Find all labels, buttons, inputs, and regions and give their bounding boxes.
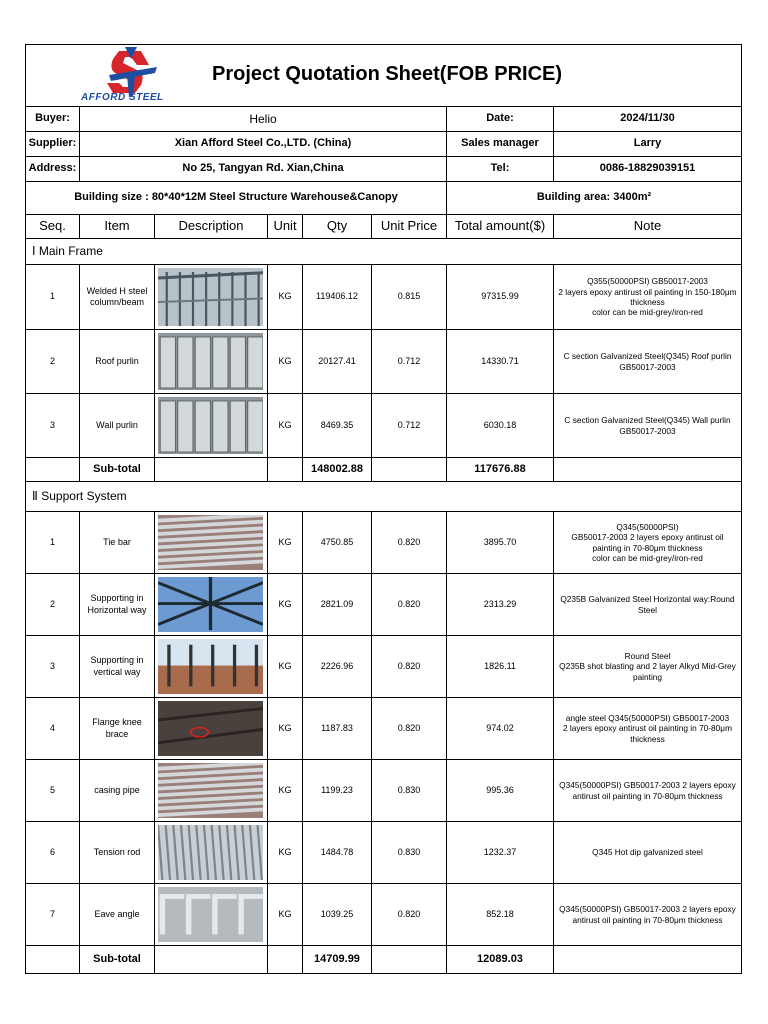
table-row: [26, 265, 741, 330]
cell-price: [371, 884, 446, 945]
row-item: casing pipe: [94, 784, 140, 795]
row-note: Q235B Galvanized Steel Horizontal way:Round Steel: [560, 594, 735, 615]
row-price: 0.830: [397, 784, 421, 795]
cell-note: [553, 884, 741, 945]
col-unit-price: Unit Price: [371, 215, 446, 238]
row-unit: KG: [278, 419, 292, 430]
row-seq: 1: [49, 536, 55, 547]
col-description: Description: [154, 215, 267, 238]
table-row: [26, 636, 741, 698]
row-total: 97315.99: [481, 291, 519, 302]
cell-price: [371, 265, 446, 329]
subtotal-unit-blank: [267, 458, 302, 481]
cell-item: [79, 636, 154, 697]
row-qty: 1187.83: [321, 722, 353, 733]
cell-note: [553, 394, 741, 457]
row-unit: KG: [278, 355, 292, 366]
pipe-bundle-photo: [158, 515, 263, 570]
row-item: Tie bar: [103, 536, 131, 547]
row-total: 3895.70: [483, 536, 517, 547]
cell-seq: [26, 330, 79, 393]
description-photo-cell: [154, 822, 267, 883]
address-row: [26, 157, 741, 182]
description-photo-cell: [154, 394, 267, 457]
description-photo-cell: [154, 512, 267, 573]
section-title: Ⅰ Main Frame: [32, 244, 103, 258]
row-price: 0.820: [397, 598, 421, 609]
row-price: 0.820: [397, 536, 421, 547]
cell-total: [446, 698, 553, 759]
date-label: Date:: [446, 107, 553, 131]
cell-qty: [302, 512, 371, 573]
row-qty: 2226.96: [320, 660, 354, 671]
col-note: Note: [553, 215, 741, 238]
cell-price: [371, 330, 446, 393]
row-note: Q355(50000PSI) GB50017-2003 2 layers epoxy antirust oil painting in 150-180μm thickness color can be mid-grey/iron-red: [558, 276, 737, 318]
row-note: Q345(50000PSI) GB50017-2003 2 layers epoxy antirust oil painting in 70-80μm thickness: [559, 904, 736, 925]
cell-seq: [26, 512, 79, 573]
brand-name: AFFORD STEEL: [81, 92, 164, 103]
row-note: Round Steel Q235B shot blasting and 2 layer Alkyd Mid-Grey painting: [559, 650, 736, 682]
supplier-row: [26, 132, 741, 157]
col-unit: Unit: [267, 215, 302, 238]
row-total: 1826.11: [484, 660, 516, 671]
sales-manager-label: Sales manager: [446, 132, 553, 156]
table-row: [26, 698, 741, 760]
row-total: 995.36: [486, 784, 514, 795]
subtotal-label: Sub-total: [79, 458, 154, 481]
cell-unit: [267, 884, 302, 945]
knee-brace-photo: [158, 701, 263, 756]
support-subtotal-row: [26, 946, 741, 974]
row-item: Eave angle: [94, 908, 140, 919]
cell-seq: [26, 760, 79, 821]
cell-seq: [26, 574, 79, 635]
cell-seq: [26, 636, 79, 697]
row-total: 6030.18: [483, 419, 517, 430]
row-seq: 4: [49, 722, 55, 733]
section-support-system: [26, 482, 741, 512]
cell-unit: [267, 265, 302, 329]
row-qty: 4750.85: [320, 536, 354, 547]
row-item: Tension rod: [93, 846, 141, 857]
col-total-amount: Total amount($): [446, 215, 553, 238]
cell-qty: [302, 330, 371, 393]
row-seq: 7: [49, 908, 55, 919]
cell-note: [553, 330, 741, 393]
section-title: Ⅱ Support System: [32, 489, 127, 503]
tel-label: Tel:: [446, 157, 553, 181]
steel-frame-photo: [158, 268, 263, 326]
row-unit: KG: [278, 598, 292, 609]
cell-unit: [267, 330, 302, 393]
description-photo-cell: [154, 698, 267, 759]
c-purlin-photo: [158, 333, 263, 390]
cell-price: [371, 698, 446, 759]
cell-qty: [302, 822, 371, 883]
row-unit: KG: [278, 291, 292, 302]
cell-qty: [302, 636, 371, 697]
row-unit: KG: [278, 536, 292, 547]
row-seq: 3: [49, 419, 55, 430]
buyer-value: Helio: [79, 107, 446, 131]
row-price: 0.815: [397, 291, 421, 302]
cell-total: [446, 884, 553, 945]
cell-price: [371, 636, 446, 697]
row-total: 2313.29: [483, 598, 517, 609]
column-header-row: [26, 215, 741, 239]
cell-unit: [267, 698, 302, 759]
subtotal-unit-blank: [267, 946, 302, 974]
row-seq: 2: [49, 355, 55, 366]
row-note: C section Galvanized Steel(Q345) Roof purlin GB50017-2003: [563, 351, 732, 372]
cell-unit: [267, 760, 302, 821]
cell-item: [79, 574, 154, 635]
cell-price: [371, 512, 446, 573]
cell-price: [371, 394, 446, 457]
row-seq: 1: [49, 291, 55, 302]
row-price: 0.820: [397, 908, 421, 919]
section-main-frame: [26, 239, 741, 265]
row-note: Q345(50000PSI) GB50017-2003 2 layers epoxy antirust oil painting in 70-80μm thickness: [559, 780, 736, 801]
cell-item: [79, 698, 154, 759]
col-item: Item: [79, 215, 154, 238]
building-row: [26, 182, 741, 215]
row-qty: 1484.78: [320, 846, 354, 857]
row-total: 852.18: [486, 908, 514, 919]
cell-price: [371, 760, 446, 821]
subtotal-note-blank: [553, 946, 741, 974]
buyer-label: Buyer:: [35, 112, 70, 125]
row-seq: 3: [49, 660, 55, 671]
description-photo-cell: [154, 574, 267, 635]
row-note: Q345(50000PSI) GB50017-2003 2 layers epoxy antirust oil painting in 70-80μm thickness color can be mid-grey/iron-red: [571, 521, 724, 563]
subtotal-total: 117676.88: [446, 458, 553, 481]
row-unit: KG: [278, 722, 292, 733]
supplier-label: Supplier:: [28, 137, 77, 150]
row-seq: 6: [49, 846, 55, 857]
cell-total: [446, 265, 553, 329]
row-price: 0.712: [397, 419, 421, 430]
cell-price: [371, 822, 446, 883]
supplier-value: Xian Afford Steel Co.,LTD. (China): [79, 132, 446, 156]
row-note: angle steel Q345(50000PSI) GB50017-2003 2 layers epoxy antirust oil painting in 70-80μm thickness: [563, 712, 732, 744]
cell-price: [371, 574, 446, 635]
cell-qty: [302, 574, 371, 635]
row-seq: 5: [49, 784, 55, 795]
subtotal-note-blank: [553, 458, 741, 481]
cell-total: [446, 822, 553, 883]
description-photo-cell: [154, 265, 267, 329]
row-total: 14330.71: [481, 355, 519, 366]
row-item: Roof purlin: [95, 355, 139, 366]
row-seq: 2: [49, 598, 55, 609]
page-title: Project Quotation Sheet(FOB PRICE): [212, 63, 563, 85]
building-area: Building area: 3400m²: [446, 182, 741, 214]
address-value: No 25, Tangyan Rd. Xian,China: [79, 157, 446, 181]
row-total: 1232.37: [483, 846, 517, 857]
description-photo-cell: [154, 884, 267, 945]
table-row: [26, 574, 741, 636]
table-row: [26, 822, 741, 884]
table-row: [26, 330, 741, 394]
cell-unit: [267, 574, 302, 635]
cell-seq: [26, 394, 79, 457]
row-qty: 1039.25: [320, 908, 354, 919]
col-qty: Qty: [302, 215, 371, 238]
row-qty: 8469.35: [320, 419, 354, 430]
row-item: Flange knee brace: [92, 717, 142, 739]
buyer-row: [26, 107, 741, 132]
cell-unit: [267, 636, 302, 697]
subtotal-qty: 14709.99: [302, 946, 371, 974]
tel-value: 0086-18829039151: [553, 157, 741, 181]
header-row: [26, 45, 741, 107]
roof-bracing-photo: [158, 577, 263, 632]
cell-note: [553, 698, 741, 759]
row-item: Supporting in vertical way: [90, 655, 144, 677]
subtotal-price-blank: [371, 946, 446, 974]
subtotal-label: Sub-total: [79, 946, 154, 974]
row-price: 0.820: [397, 660, 421, 671]
cell-qty: [302, 265, 371, 329]
cell-qty: [302, 394, 371, 457]
cell-seq: [26, 884, 79, 945]
cell-note: [553, 265, 741, 329]
row-unit: KG: [278, 784, 292, 795]
cell-seq: [26, 698, 79, 759]
row-item: Supporting in Horizontal way: [87, 593, 147, 615]
row-price: 0.830: [397, 846, 421, 857]
cell-seq: [26, 822, 79, 883]
table-row: [26, 394, 741, 458]
cell-note: [553, 822, 741, 883]
cell-qty: [302, 884, 371, 945]
cell-item: [79, 884, 154, 945]
subtotal-qty: 148002.88: [302, 458, 371, 481]
description-photo-cell: [154, 330, 267, 393]
cell-item: [79, 822, 154, 883]
address-label: Address:: [28, 162, 77, 175]
row-qty: 2821.09: [320, 598, 354, 609]
description-photo-cell: [154, 636, 267, 697]
row-qty: 20127.41: [318, 355, 356, 366]
cell-unit: [267, 822, 302, 883]
angle-steel-photo: [158, 887, 263, 942]
table-row: [26, 512, 741, 574]
cell-item: [79, 512, 154, 573]
subtotal-seq-blank: [26, 946, 79, 974]
cell-total: [446, 394, 553, 457]
subtotal-description-blank: [154, 458, 267, 481]
subtotal-total: 12089.03: [446, 946, 553, 974]
row-price: 0.820: [397, 722, 421, 733]
main-frame-subtotal-row: [26, 458, 741, 482]
row-price: 0.712: [397, 355, 421, 366]
cell-unit: [267, 512, 302, 573]
row-qty: 119406.12: [316, 291, 358, 302]
row-total: 974.02: [486, 722, 514, 733]
c-purlin-photo: [158, 397, 263, 454]
vertical-bracing-photo: [158, 639, 263, 694]
cell-qty: [302, 698, 371, 759]
row-unit: KG: [278, 908, 292, 919]
row-note: C section Galvanized Steel(Q345) Wall purlin GB50017-2003: [564, 415, 731, 436]
rod-bundle-photo: [158, 825, 263, 880]
cell-total: [446, 760, 553, 821]
date-value: 2024/11/30: [553, 107, 741, 131]
cell-item: [79, 265, 154, 329]
table-row: [26, 760, 741, 822]
cell-qty: [302, 760, 371, 821]
cell-item: [79, 330, 154, 393]
row-note: Q345 Hot dip galvanized steel: [592, 847, 703, 858]
cell-note: [553, 636, 741, 697]
sales-manager-value: Larry: [553, 132, 741, 156]
cell-total: [446, 512, 553, 573]
cell-total: [446, 636, 553, 697]
subtotal-seq-blank: [26, 458, 79, 481]
description-photo-cell: [154, 760, 267, 821]
cell-note: [553, 512, 741, 573]
cell-note: [553, 574, 741, 635]
building-size: Building size : 80*40*12M Steel Structure Warehouse&Canopy: [74, 191, 398, 204]
col-seq: Seq.: [39, 218, 66, 234]
subtotal-price-blank: [371, 458, 446, 481]
cell-seq: [26, 265, 79, 329]
cell-unit: [267, 394, 302, 457]
row-unit: KG: [278, 660, 292, 671]
cell-note: [553, 760, 741, 821]
subtotal-description-blank: [154, 946, 267, 974]
cell-item: [79, 760, 154, 821]
row-item: Wall purlin: [96, 419, 138, 430]
table-row: [26, 884, 741, 946]
pipe-bundle-photo: [158, 763, 263, 818]
row-qty: 1199.23: [321, 784, 353, 795]
cell-total: [446, 330, 553, 393]
quotation-sheet: [25, 44, 742, 974]
cell-item: [79, 394, 154, 457]
cell-total: [446, 574, 553, 635]
row-item: Welded H steel column/beam: [86, 285, 148, 307]
row-unit: KG: [278, 846, 292, 857]
